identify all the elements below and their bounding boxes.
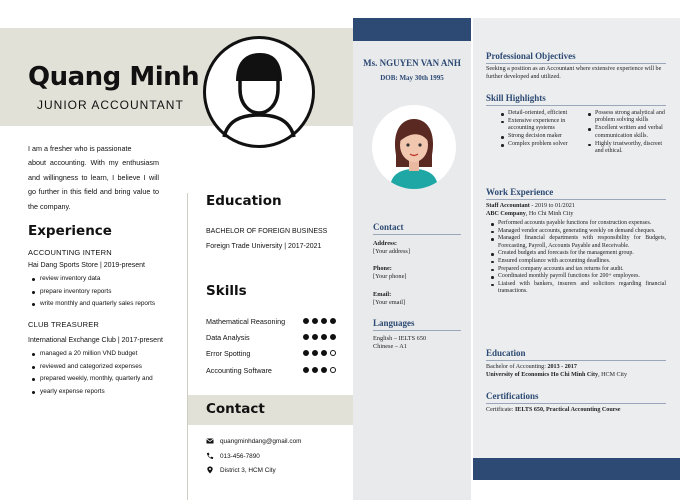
education-degree: BACHELOR OF FOREIGN BUSINESS	[206, 228, 328, 235]
job-location: , Ho Chi Minh City	[525, 211, 574, 217]
skill-rating	[303, 334, 336, 340]
duty-item: Performed accounts payable functions for construction expenses.	[486, 220, 666, 228]
job-organization: International Exchange Club | 2017-present	[28, 337, 163, 344]
bottom-accent-bar	[473, 458, 680, 480]
email-block	[373, 291, 405, 307]
job-title: ACCOUNTING INTERN	[28, 248, 112, 257]
person-icon	[206, 39, 312, 145]
highlights-right-column	[586, 110, 668, 156]
date-of-birth: DOB: May 30th 1995	[380, 74, 444, 82]
skill-row	[206, 333, 336, 345]
skill-name: Data Analysis	[206, 333, 250, 342]
mail-icon	[206, 437, 214, 445]
school-location: , HCM City	[598, 372, 628, 378]
job-company-line	[486, 211, 666, 219]
experience-heading: Experience	[28, 223, 112, 239]
contact-phone	[206, 452, 260, 460]
highlight-item: Strong decision maker	[499, 133, 579, 140]
email-value: quangminhdang@gmail.com	[220, 437, 302, 445]
work-experience-heading: Work Experience	[486, 187, 666, 200]
skill-name: Accounting Software	[206, 366, 272, 375]
contact-heading: Contact	[206, 401, 265, 417]
rating-dot-filled	[303, 350, 309, 356]
address-value: [Your address]	[373, 248, 410, 255]
candidate-name: Quang Minh	[28, 62, 200, 92]
skill-name: Error Spotting	[206, 349, 251, 358]
language-item: English – IELTS 650	[373, 335, 427, 342]
top-accent-bar	[353, 18, 471, 41]
duty-item: Liaised with bankers, insurers and solicitors regarding financial transactions.	[486, 281, 666, 296]
degree-name: Bachelor of Accounting:	[486, 364, 548, 370]
highlight-item: Highly trustworthy, discreet and ethical.	[586, 141, 668, 156]
language-item: Chinese – A1	[373, 343, 407, 350]
certificate-value: IELTS 650, Practical Accounting Course	[514, 407, 621, 413]
skill-row	[206, 366, 336, 378]
highlight-item: Possess strong analytical and problem solving skills	[586, 110, 668, 125]
job-duties	[486, 220, 666, 296]
email-value: [Your email]	[373, 299, 406, 306]
skill-highlights-heading: Skill Highlights	[486, 93, 666, 106]
rating-dot-filled	[330, 318, 336, 324]
objectives-heading: Professional Objectives	[486, 51, 666, 64]
duty-item-continued: yearly expense reports	[28, 386, 163, 399]
rating-dot-filled	[312, 350, 318, 356]
skill-row	[206, 349, 336, 361]
job-entry	[28, 320, 163, 398]
skills-heading: Skills	[206, 283, 247, 299]
contact-email	[206, 437, 301, 445]
certification-line	[486, 407, 666, 415]
highlights-left-column	[499, 110, 579, 149]
certifications-heading: Certifications	[486, 391, 666, 404]
job-role: Staff Accountant	[486, 203, 530, 209]
duty-item: reviewed and categorized expenses	[28, 361, 163, 374]
candidate-role: JUNIOR ACCOUNTANT	[37, 98, 184, 112]
contact-address	[206, 466, 276, 474]
rating-dot-filled	[330, 334, 336, 340]
rating-dot-filled	[321, 318, 327, 324]
rating-dot-filled	[303, 334, 309, 340]
skill-row	[206, 317, 336, 329]
rating-dot-filled	[303, 367, 309, 373]
address-block	[373, 240, 410, 256]
phone-value: [Your phone]	[373, 273, 407, 280]
school-name: University of Economics Ho Chi Minh City	[486, 372, 599, 378]
skill-rating	[303, 367, 336, 373]
education-heading: Education	[486, 348, 666, 361]
profile-avatar	[372, 105, 456, 189]
rating-dot-empty	[330, 367, 336, 373]
job-organization: Hai Dang Sports Store | 2019-present	[28, 262, 145, 269]
skill-name: Mathematical Reasoning	[206, 317, 286, 326]
email-label: Email:	[373, 291, 392, 298]
duty-item: write monthly and quarterly sales reports	[28, 298, 155, 311]
skill-rating	[303, 318, 336, 324]
location-icon	[206, 466, 214, 474]
job-company: ABC Company	[486, 211, 526, 217]
contact-heading: Contact	[373, 222, 461, 235]
intro-text: about accounting. With my enthusiasm and willingness to learn, I believe I will go further in this field and bring value to the company.	[28, 158, 159, 211]
highlight-item: Excellent written and verbal communication skills.	[586, 125, 668, 140]
duty-item: Managed financial departments with responsibility for Budgets, Forecasting, Payroll, Accounts Payable and Receivable.	[486, 235, 666, 250]
address-label: Address:	[373, 240, 398, 247]
rating-dot-filled	[303, 318, 309, 324]
woman-avatar-icon	[372, 105, 456, 189]
rating-dot-filled	[321, 350, 327, 356]
column-divider	[187, 193, 188, 500]
candidate-name: Ms. NGUYEN VAN ANH	[363, 58, 461, 68]
job-title: CLUB TREASURER	[28, 320, 100, 329]
job-role-line	[486, 203, 666, 211]
education-school: Foreign Trade University | 2017-2021	[206, 243, 322, 250]
rating-dot-filled	[321, 334, 327, 340]
phone-label: Phone:	[373, 265, 392, 272]
rating-dot-filled	[321, 367, 327, 373]
education-degree-line	[486, 364, 666, 372]
resume-right	[353, 0, 680, 500]
duty-item: Created budgets and forecasts for the management group.	[486, 250, 666, 258]
avatar	[203, 36, 315, 148]
highlight-item: Detail-oriented, efficient	[499, 110, 579, 117]
phone-icon	[206, 452, 214, 460]
rating-dot-filled	[312, 367, 318, 373]
duty-item: Prepared company accounts and tax returns for audit.	[486, 266, 666, 274]
rating-dot-filled	[312, 334, 318, 340]
duty-item: prepared weekly, monthly, quarterly and	[28, 373, 163, 386]
duty-item: prepare inventory reports	[28, 286, 155, 299]
skill-rating	[303, 350, 336, 356]
certificate-label: Certificate:	[486, 407, 515, 413]
highlight-item: Extensive experience in accounting systems	[499, 118, 579, 133]
duty-item: Managed vendor accounts, generating weekly on demand cheques.	[486, 228, 666, 236]
address-value: District 3, HCM City	[220, 466, 276, 474]
job-entry	[28, 248, 155, 311]
rating-dot-empty	[330, 350, 336, 356]
degree-years: 2013 - 2017	[547, 364, 577, 370]
highlight-item: Complex problem solver	[499, 141, 579, 148]
duty-item: Coordinated monthly payroll functions for 200+ employees.	[486, 273, 666, 281]
duty-item: Ensured compliance with accounting deadlines.	[486, 258, 666, 266]
languages-list	[373, 335, 426, 351]
job-period: - 2019 to 01/2021	[529, 203, 575, 209]
duty-item: managed a 20 million VND budget	[28, 348, 163, 361]
languages-heading: Languages	[373, 318, 461, 331]
phone-value: 013-456-7890	[220, 452, 260, 460]
intro-first-line: I am a fresher who is passionate	[28, 144, 132, 153]
rating-dot-filled	[312, 318, 318, 324]
education-school-line	[486, 372, 666, 380]
phone-block	[373, 265, 406, 281]
duty-item: review inventory data	[28, 273, 155, 286]
education-heading: Education	[206, 193, 282, 209]
objectives-text: Seeking a position as an Accountant where extensive experience will be further developed and utilized.	[486, 66, 662, 80]
